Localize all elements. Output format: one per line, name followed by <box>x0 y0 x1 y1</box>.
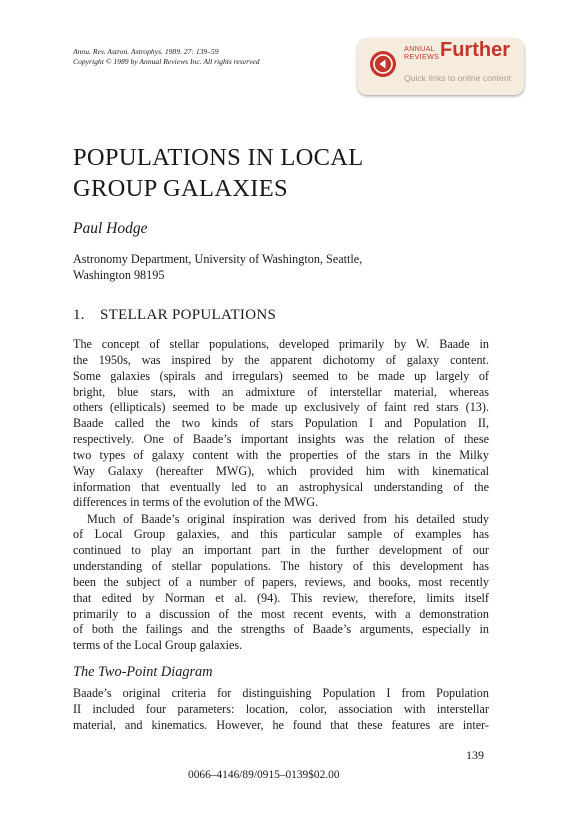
text-line: bright, blue stars, with an admixture of interstellar material, whereas <box>73 384 489 399</box>
text-line: that edited by Norman et al. (94). This review, therefore, limits itself <box>73 590 489 605</box>
section-title: STELLAR POPULATIONS <box>100 307 277 323</box>
section-heading <box>73 307 276 324</box>
text-line: Way Galaxy (hereafter MWG), which provided him with kinematical <box>73 463 489 478</box>
text-line: II included four parameters: location, color, association with interstellar <box>73 701 489 716</box>
article-title-line: POPULATIONS IN LOCAL <box>73 144 364 171</box>
text-line: been the subject of a number of papers, reviews, and books, most recently <box>73 574 489 589</box>
article-title <box>73 142 363 204</box>
text-line: Much of Baade’s original inspiration was derived from his detailed study <box>87 511 489 526</box>
text-line: information that eventually led to an astrophysical understanding of the <box>73 479 489 494</box>
paragraph-3 <box>73 686 489 734</box>
affiliation-line: Astronomy Department, University of Washington, Seattle, <box>73 252 363 266</box>
text-line: material, and kinematics. However, he found that these features are inter- <box>73 717 489 732</box>
article-title-line: GROUP GALAXIES <box>73 175 288 202</box>
copyright-code: 0066–4146/89/0915–0139$02.00 <box>188 769 340 781</box>
text-line: Baade called the two kinds of stars Population I and Population II, <box>73 416 489 431</box>
journal-citation-line: Annu. Rev. Astron. Astrophys. 1989. 27: 139–59 <box>73 47 219 56</box>
annual-label: ANNUAL <box>404 44 435 53</box>
author-name: Paul Hodge <box>73 220 148 237</box>
affiliation-line: Washington 98195 <box>73 268 165 282</box>
text-line: two types of galaxy content with the properties of the stars in the Milky <box>73 447 489 462</box>
text-line: respectively. One of Baade’s important insights was the relation of these <box>73 432 489 447</box>
annual-reviews-logo <box>404 45 439 60</box>
text-line: The concept of stellar populations, developed primarily by W. Baade in <box>73 337 489 351</box>
paragraph-2 <box>73 512 489 655</box>
page-number: 139 <box>466 748 484 762</box>
text-line: others (ellipticals) seemed to be made up exclusively of faint red stars (13). <box>73 400 489 415</box>
reviews-label: REVIEWS <box>404 51 440 61</box>
subsection-heading: The Two-Point Diagram <box>73 664 213 680</box>
text-line: understanding of stellar populations. The history of this development has <box>73 559 489 574</box>
journal-citation <box>73 47 260 67</box>
text-line: Baade’s original criteria for distinguishing Population I from Population <box>73 686 489 700</box>
paragraph-1 <box>73 337 489 511</box>
text-line: Some galaxies (spirals and irregulars) seemed to be made up largely of <box>73 368 489 383</box>
text-line: the 1950s, was inspired by the apparent dichotomy of galaxy content. <box>73 352 489 367</box>
further-subtitle: Quick links to online content <box>404 73 512 83</box>
text-line: continued to play an important part in the further development of our <box>73 543 489 558</box>
text-line: primarily to a discussion of the most recent events, with a demonstration <box>73 606 489 621</box>
text-line: differences in terms of the evolution of the MWG. <box>73 495 319 510</box>
further-label: Further <box>440 39 510 61</box>
play-arrow-circle-icon <box>370 51 396 77</box>
copyright-line: Copyright © 1989 by Annual Reviews Inc. All rights reserved <box>73 57 260 66</box>
annual-reviews-further-badge[interactable] <box>357 38 524 95</box>
text-line: of both the failings and the strengths of Baade’s arguments, especially in <box>73 622 489 637</box>
text-line: terms of the Local Group galaxies. <box>73 638 243 653</box>
author-affiliation <box>73 251 362 283</box>
text-line: of Local Group galaxies, and this particular sample of examples has <box>73 527 489 542</box>
section-number: 1. <box>73 307 85 323</box>
